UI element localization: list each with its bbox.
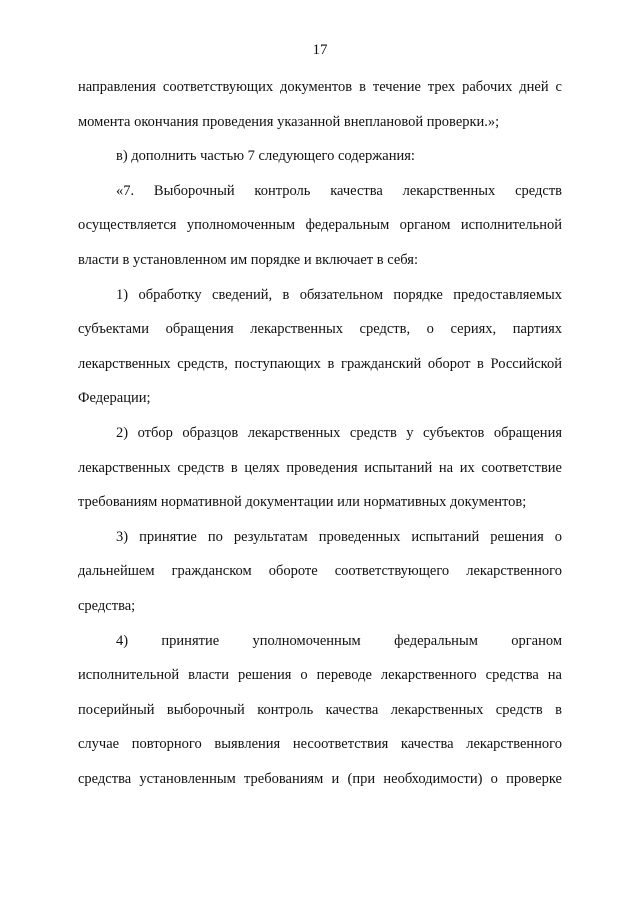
text-line: осуществляется уполномоченным федеральным органом исполнительной xyxy=(78,217,562,234)
text-line: 2) отбор образцов лекарственных средств у субъектов обращения xyxy=(116,424,562,441)
text-line: 4) принятие уполномоченным федеральным органом xyxy=(116,632,562,649)
text-line: посерийный выборочный контроль качества лекарственных средств в xyxy=(78,701,562,718)
text-line: лекарственных средств в целях проведения испытаний на их соответствие xyxy=(78,459,562,476)
text-line: 1) обработку сведений, в обязательном порядке предоставляемых xyxy=(116,286,562,303)
page-number: 17 xyxy=(312,42,328,58)
text-line: 3) принятие по результатам проведенных испытаний решения о xyxy=(116,528,562,545)
text-line: средства установленным требованиям и (при необходимости) о проверке xyxy=(78,770,562,787)
text-line: дальнейшем гражданском обороте соответствующего лекарственного xyxy=(78,563,562,580)
text-line: средства; xyxy=(78,597,136,614)
text-line: лекарственных средств, поступающих в гражданский оборот в Российской xyxy=(78,355,562,372)
document-body xyxy=(78,77,562,803)
text-line: «7. Выборочный контроль качества лекарственных средств xyxy=(116,182,562,199)
text-line: момента окончания проведения указанной внеплановой проверки.»; xyxy=(78,113,500,130)
text-line: в) дополнить частью 7 следующего содержания: xyxy=(116,148,415,165)
text-line: власти в установленном им порядке и включает в себя: xyxy=(78,251,418,268)
text-line: Федерации; xyxy=(78,390,151,407)
text-line: направления соответствующих документов в течение трех рабочих дней с xyxy=(78,79,562,95)
text-line: субъектами обращения лекарственных средств, о сериях, партиях xyxy=(78,321,562,338)
text-line: случае повторного выявления несоответствия качества лекарственного xyxy=(78,736,562,753)
text-line: требованиям нормативной документации или нормативных документов; xyxy=(78,494,527,511)
text-line: исполнительной власти решения о переводе лекарственного средства на xyxy=(78,667,562,684)
